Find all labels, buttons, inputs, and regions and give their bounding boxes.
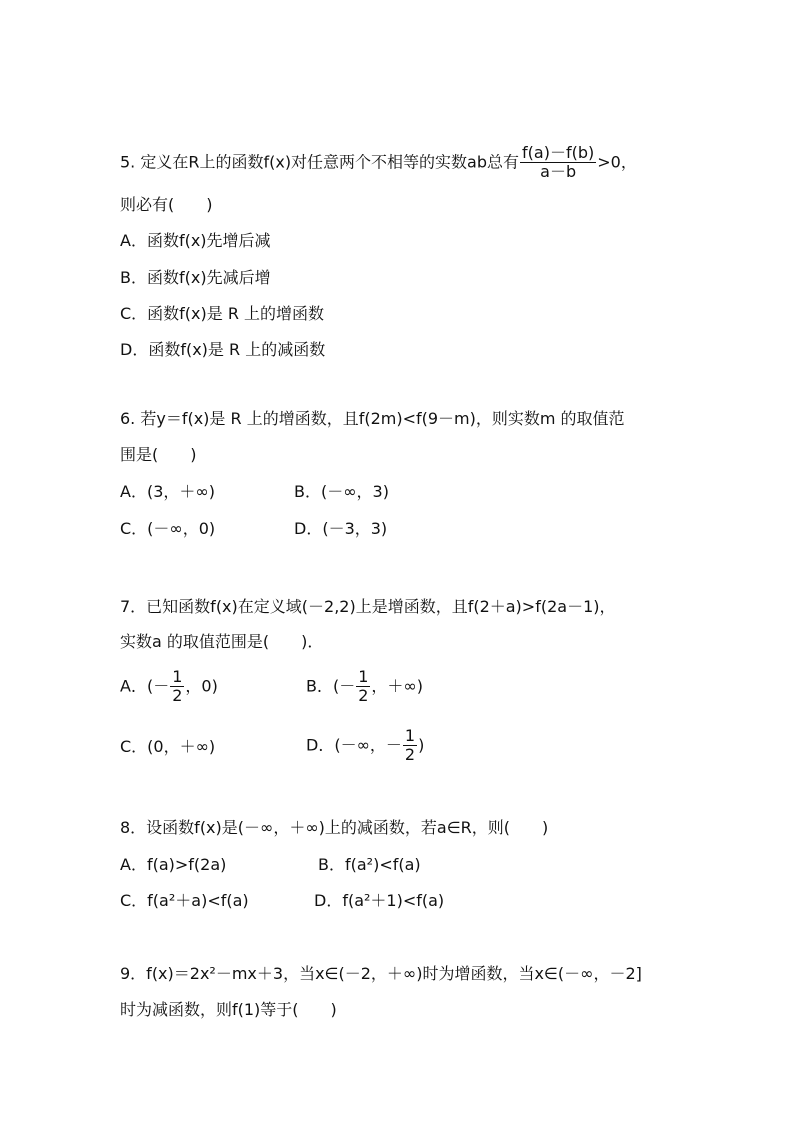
q5-stem-tail: >0， [597,152,637,172]
q5-option-a: A．函数f(x)先增后减 [120,231,271,250]
q7-option-c: C．(0，＋∞) [120,737,216,756]
q6-stem-line2: 围是( ) [120,445,197,464]
q7-option-a-prefix: A．(－ [120,676,170,696]
q7-stem-line1: 7．已知函数f(x)在定义域(－2,2)上是增函数，且f(2＋a)>f(2a－1)， [120,597,616,616]
q5-stem-text: 5. 定义在R上的函数f(x)对任意两个不相等的实数ab总有 [120,152,520,172]
q7-option-d-prefix: D．(－∞，－ [306,735,402,755]
q5-stem-line1 [120,144,637,182]
q7-option-a-suffix: ，0) [185,676,218,696]
q6-option-c: C．(－∞，0) [120,519,216,538]
q7-option-b-numerator: 1 [358,667,369,686]
q9-stem-line2: 时为减函数，则f(1)等于( ) [120,1000,337,1019]
q7-option-d-denominator: 2 [404,745,416,765]
q8-option-d: D．f(a²＋1)<f(a) [314,891,445,910]
q7-option-b-denominator: 2 [358,686,369,706]
q5-option-d: D．函数f(x)是 R 上的减函数 [120,340,326,359]
q7-option-b-suffix: ，＋∞) [371,676,423,696]
q7-option-a [120,668,218,706]
q6-option-d: D．(－3，3) [294,519,388,538]
q8-stem-line1: 8．设函数f(x)是(－∞，＋∞)上的减函数，若a∈R，则( ) [120,818,549,837]
q7-option-a-numerator: 1 [172,667,183,686]
q7-option-a-fraction [170,668,184,706]
q6-option-b: B．(－∞，3) [294,482,389,501]
q7-option-d-numerator: 1 [404,726,416,745]
q7-option-d-suffix: ) [418,735,425,755]
q7-option-b-prefix: B．(－ [306,676,356,696]
q7-option-d [306,727,424,765]
q8-option-b: B．f(a²)<f(a) [318,855,421,874]
q5-option-b: B．函数f(x)先减后增 [120,268,271,287]
q6-stem-line1: 6. 若y＝f(x)是 R 上的增函数，且f(2m)<f(9－m)，则实数m 的取值范 [120,409,625,428]
q5-stem-line2: 则必有( ) [120,195,213,214]
q8-option-c: C．f(a²＋a)<f(a) [120,891,249,910]
q7-option-d-fraction [403,727,417,765]
q5-fraction-denominator: a－b [540,162,577,182]
q5-fraction [520,144,596,182]
q9-stem-line1: 9．f(x)＝2x²－mx＋3，当x∈(－2，＋∞)时为增函数，当x∈(－∞，－2] [120,964,642,983]
q5-fraction-numerator: f(a)－f(b) [522,143,595,162]
q7-stem-line2: 实数a 的取值范围是( )． [120,632,324,651]
q5-option-c: C．函数f(x)是 R 上的增函数 [120,304,325,323]
q8-option-a: A．f(a)>f(2a) [120,855,227,874]
q7-option-a-denominator: 2 [172,686,183,706]
q7-option-b-fraction [356,668,370,706]
q7-option-b [306,668,423,706]
q6-option-a: A．(3，＋∞) [120,482,215,501]
